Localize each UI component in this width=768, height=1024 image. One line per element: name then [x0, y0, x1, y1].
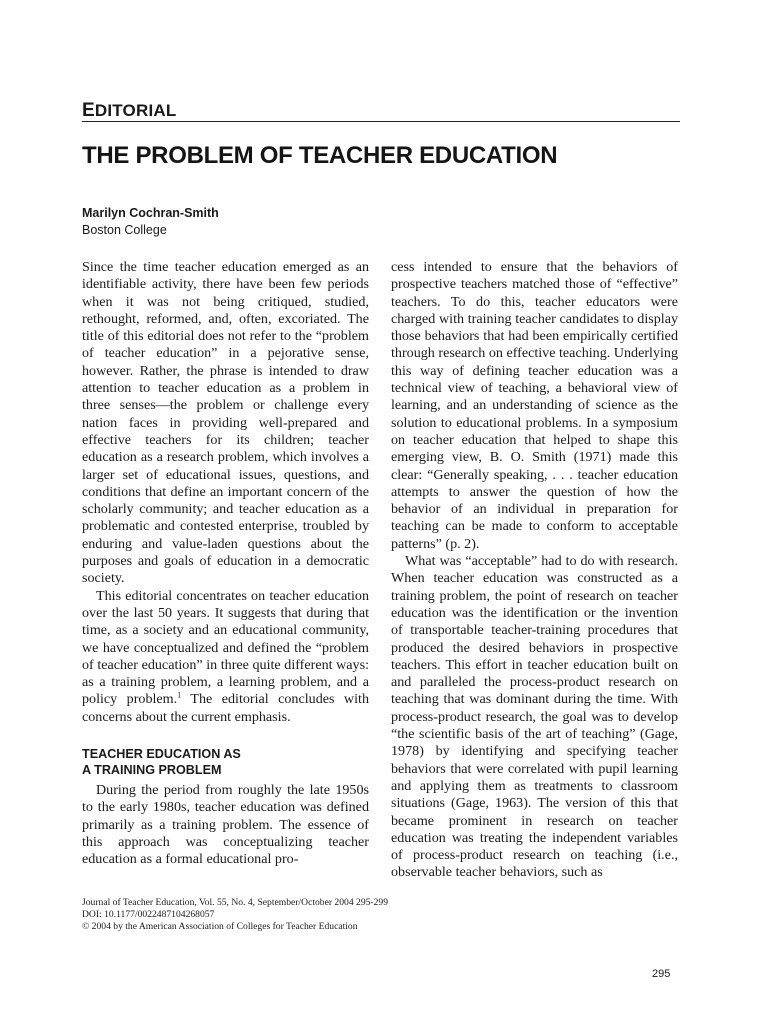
footnote-marker: 1: [177, 690, 182, 700]
left-paragraph-3: During the period from roughly the late 1950s to the early 1980s, teacher education was defined primarily as a training problem. The essence of this approach was conceptualizing teacher education as a formal educational pro-: [82, 782, 369, 868]
author-name: Marilyn Cochran-Smith: [82, 206, 219, 220]
left-paragraph-2-text: This editorial concentrates on teacher education over the last 50 years. It suggests that during that time, as a society and an educational community, we have conceptualized and defined the “problem of teacher education” in three quite different ways: as a training problem, a learning problem, and a policy problem.: [82, 587, 369, 708]
section-heading-line-2: A TRAINING PROBLEM: [82, 763, 222, 778]
section-label: [82, 100, 176, 122]
left-paragraph-1: Since the time teacher education emerged as an identifiable activity, there have been few periods when it was not being critiqued, studied, rethought, reformed, and, often, excoriated. The title of this editorial does not refer to the “problem of teacher education” in a pejorative sense, however. Rather, the phrase is intended to draw attention to teacher education as a problem in three senses—the problem or challenge every nation faces in providing well-prepared and effective teachers for its children; teacher education as a research problem, which involves a larger set of educational issues, questions, and conditions that define an important concern of the scholarly community; and teacher education as a problematic and contested enterprise, troubled by enduring and value-laden questions about the purposes and goals of education in a democratic society.: [82, 259, 369, 587]
left-paragraph-2-end: The editorial concludes with concerns about the current emphasis.: [82, 691, 369, 725]
section-label-initial: E: [82, 100, 95, 121]
right-paragraph-1: cess intended to ensure that the behaviors of prospective teachers matched those of “effective” teachers. To do this, teacher educators were charged with training teacher candidates to display those behaviors that had been empirically certified through research on effective teaching. Underlying this way of defining teacher education was a technical view of teaching, a behavioral view of learning, and an understanding of science as the solution to educational problems. In a symposium on teacher education that helped to shape this emerging view, B. O. Smith (1971) made this clear: “Generally speaking, . . . teacher education attempts to answer the question of how the behavior of an individual in preparation for teaching can be made to conform to acceptable patterns” (p. 2).: [391, 259, 678, 552]
left-column: [82, 259, 369, 869]
right-paragraph-2: What was “acceptable” had to do with research. When teacher education was constructed as a training problem, the point of research on teacher education was the identification or the invention of transportable teacher-training procedures that produced the desired behaviors in prospective teachers. This effort in teacher education built on and paralleled the process-product research on teaching that was dominant during the time. With process-product research, the goal was to develop “the scientific basis of the art of teaching” (Gage, 1978) by identifying and specifying teacher behaviors that were correlated with pupil learning and applying them as treatments to classroom situations (Gage, 1963). The version of this that became prominent in research on teacher education was treating the independent variables of process-product research on teaching (i.e., observable teacher behaviors, such as: [391, 553, 678, 881]
page-number: 295: [652, 968, 671, 980]
section-heading: [82, 746, 369, 778]
copyright: © 2004 by the American Association of Colleges for Teacher Education: [82, 921, 358, 932]
left-paragraph-2: [82, 588, 369, 726]
citation-footer: [82, 897, 388, 933]
right-column: [391, 259, 678, 882]
author-affiliation: Boston College: [82, 223, 167, 237]
section-label-rest: DITORIAL: [94, 101, 177, 120]
journal-citation: Journal of Teacher Education, Vol. 55, No. 4, September/October 2004 295-299: [82, 897, 388, 908]
header-rule: [82, 121, 680, 122]
section-heading-line-1: TEACHER EDUCATION AS: [82, 747, 241, 762]
article-title: THE PROBLEM OF TEACHER EDUCATION: [82, 142, 558, 169]
doi: DOI: 10.1177/0022487104268057: [82, 909, 215, 920]
